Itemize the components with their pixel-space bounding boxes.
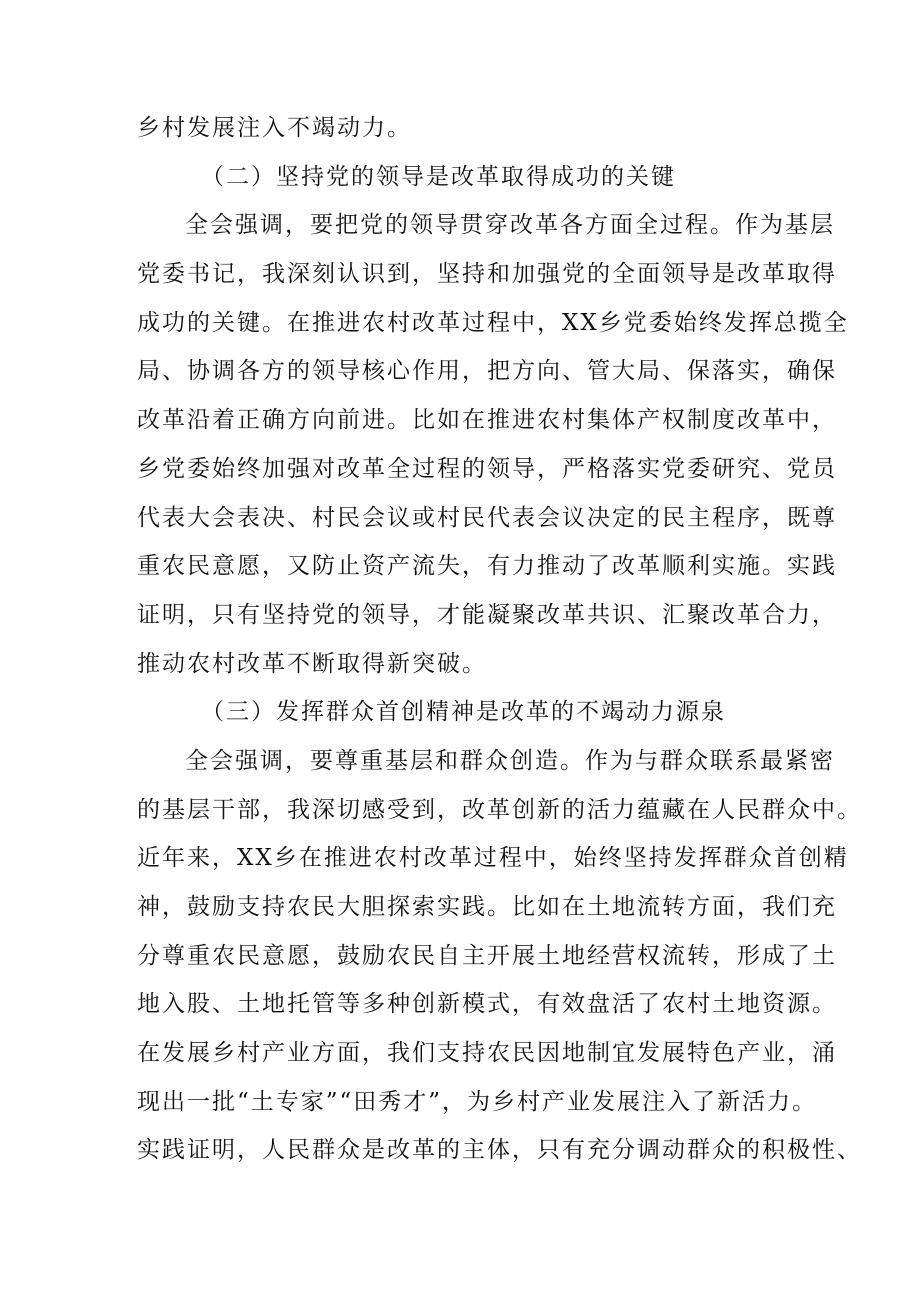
body-line: 在发展乡村产业方面，我们支持农民因地制宜发展特色产业，涌 (137, 1040, 837, 1067)
body-line: 成功的关键。在推进农村改革过程中，XX乡党委始终发挥总揽全 (137, 309, 849, 336)
body-line: 实践证明，人民群众是改革的主体，只有充分调动群众的积极性、 (137, 1137, 862, 1164)
section-heading-2: （二）坚持党的领导是改革取得成功的关键 (201, 163, 676, 190)
paragraph-first-line: 全会强调，要把党的领导贯穿改革各方面全过程。作为基层 (185, 212, 835, 239)
body-line: 乡党委始终加强对改革全过程的领导，严格落实党委研究、党员 (137, 455, 837, 482)
paragraph-first-line: 全会强调，要尊重基层和群众创造。作为与群众联系最紧密 (185, 747, 835, 774)
body-line: 推动农村改革不断取得新突破。 (137, 650, 487, 677)
body-line: 近年来，XX乡在推进农村改革过程中，始终坚持发挥群众首创精 (137, 845, 849, 872)
body-line: 地入股、土地托管等多种创新模式，有效盘活了农村土地资源。 (137, 991, 837, 1018)
section-heading-3: （三）发挥群众首创精神是改革的不竭动力源泉 (201, 699, 726, 726)
body-line: 乡村发展注入不竭动力。 (137, 115, 412, 141)
body-line: 改革沿着正确方向前进。比如在推进农村集体产权制度改革中， (137, 407, 837, 434)
document-body (137, 104, 862, 1175)
body-line: 代表大会表决、村民会议或村民代表会议决定的民主程序，既尊 (137, 504, 837, 531)
body-line: 分尊重农民意愿，鼓励农民自主开展土地经营权流转，形成了土 (137, 942, 837, 969)
body-line: 现出一批“土专家”“田秀才”，为乡村产业发展注入了新活力。 (137, 1088, 818, 1115)
body-line: 重农民意愿，又防止资产流失，有力推动了改革顺利实施。实践 (137, 553, 837, 580)
body-line: 证明，只有坚持党的领导，才能凝聚改革共识、汇聚改革合力， (137, 601, 837, 628)
body-line: 局、协调各方的领导核心作用，把方向、管大局、保落实，确保 (137, 358, 837, 385)
body-line: 的基层干部，我深切感受到，改革创新的活力蕴藏在人民群众中。 (137, 796, 862, 823)
body-line: 党委书记，我深刻认识到，坚持和加强党的全面领导是改革取得 (137, 261, 837, 288)
body-line: 神，鼓励支持农民大胆探索实践。比如在土地流转方面，我们充 (137, 894, 837, 920)
